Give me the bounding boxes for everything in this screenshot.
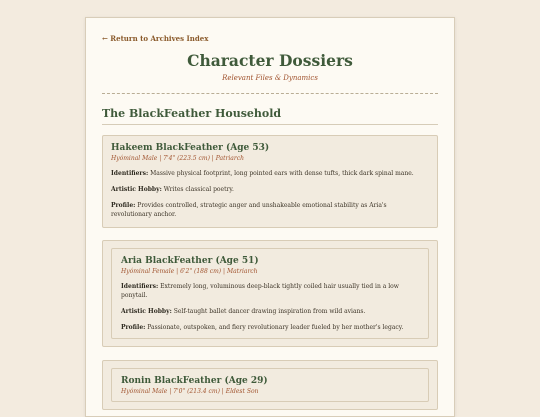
character-meta: Hyóminal Male | 7'4" (223.5 cm) | Patriarch: [111, 155, 244, 162]
identifiers-field: [121, 282, 419, 300]
dossier-card-ronin: [102, 360, 438, 410]
page-subtitle: Relevant Files & Dynamics: [222, 74, 318, 82]
identifiers-value: Extremely long, voluminous deep-black tightly coiled hair usually tied in a low ponytail.: [121, 283, 399, 299]
profile-field: [111, 201, 429, 219]
return-to-archives-link[interactable]: ← Return to Archives Index: [102, 34, 209, 43]
section-title-household: The BlackFeather Household: [102, 107, 438, 125]
hobby-field: [111, 185, 429, 194]
character-name: Ronin BlackFeather (Age 29): [121, 376, 268, 386]
profile-value: Passionate, outspoken, and fiery revolutionary leader fueled by her mother's legacy.: [147, 324, 404, 331]
profile-value: Provides controlled, strategic anger and unshakeable emotional stability as Aria's revolutionary anchor.: [111, 202, 387, 218]
hobby-field: [121, 307, 419, 316]
identifiers-label: Identifiers:: [111, 170, 149, 177]
hobby-label: Artistic Hobby:: [111, 186, 162, 193]
dossier-page: [85, 17, 455, 417]
hobby-value: Writes classical poetry.: [163, 186, 234, 193]
header-divider: [102, 93, 438, 94]
profile-label: Profile:: [121, 324, 146, 331]
character-meta: Hyóminal Female | 6'2" (188 cm) | Matriarch: [121, 268, 258, 275]
identifiers-label: Identifiers:: [121, 283, 159, 290]
character-meta: Hyóminal Male | 7'0" (213.4 cm) | Eldest Son: [121, 388, 259, 395]
dossier-card-aria: [102, 240, 438, 347]
dossier-card-hakeem: [102, 135, 438, 228]
identifiers-field: [111, 169, 429, 178]
hobby-label: Artistic Hobby:: [121, 308, 172, 315]
dossier-card-inner: [111, 248, 429, 339]
dossier-card-inner: [111, 368, 429, 402]
hobby-value: Self-taught ballet dancer drawing inspiration from wild avians.: [173, 308, 366, 315]
profile-field: [121, 323, 419, 332]
character-name: Hakeem BlackFeather (Age 53): [111, 143, 270, 153]
page-title: Character Dossiers: [187, 51, 353, 70]
character-name: Aria BlackFeather (Age 51): [121, 256, 259, 266]
profile-label: Profile:: [111, 202, 136, 209]
identifiers-value: Massive physical footprint, long pointed ears with dense tufts, thick dark spinal mane.: [150, 170, 414, 177]
